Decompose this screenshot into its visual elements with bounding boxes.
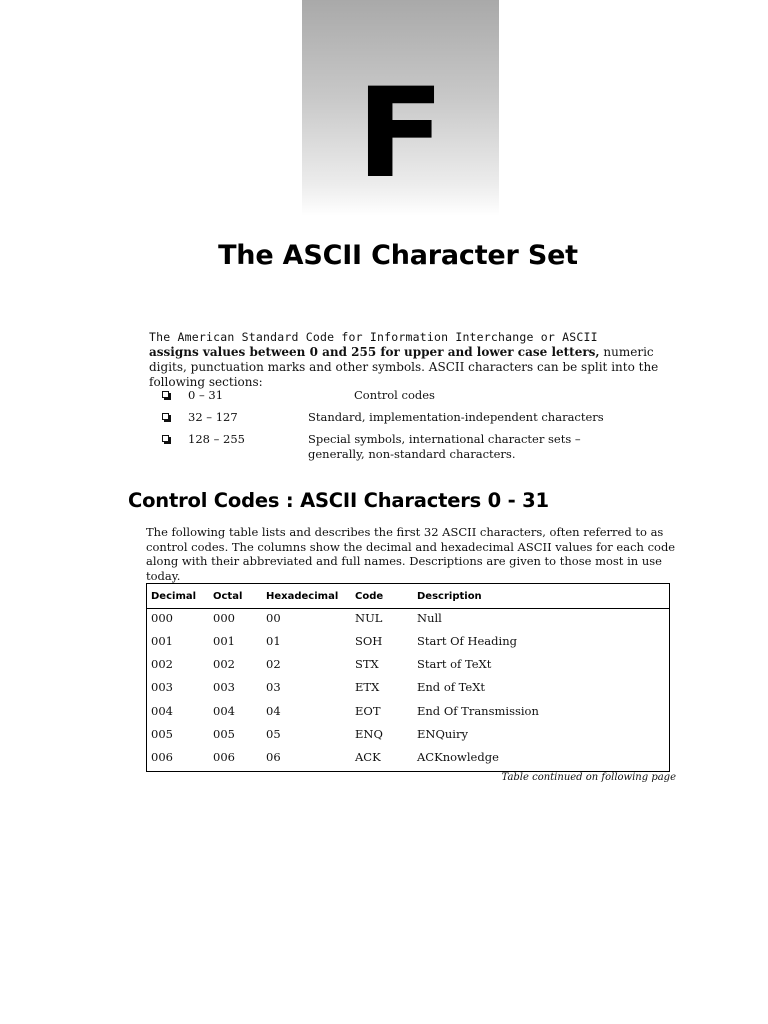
cell-decimal: 005 [151, 727, 173, 741]
checkbox-bullet-icon [162, 413, 169, 420]
cell-octal: 003 [213, 680, 235, 694]
chapter-banner [302, 0, 499, 216]
cell-hex: 00 [266, 611, 281, 625]
intro-paragraph [149, 330, 669, 390]
cell-decimal: 006 [151, 750, 173, 764]
intro-bold-text: assigns values between 0 and 255 for upper and lower case letters, [149, 345, 600, 359]
cell-decimal: 002 [151, 657, 173, 671]
cell-description: End of TeXt [417, 680, 486, 694]
table-row [147, 609, 669, 632]
table-header [147, 584, 669, 609]
header-decimal: Decimal [151, 591, 197, 602]
checkbox-bullet-icon [162, 391, 169, 398]
header-code: Code [355, 591, 384, 602]
cell-description: Null [417, 611, 442, 625]
cell-description: End Of Transmission [417, 704, 539, 718]
section-heading: Control Codes : ASCII Characters 0 - 31 [128, 489, 549, 512]
section-description: Special symbols, international character sets – generally, non-standard characters. [308, 432, 581, 461]
cell-decimal: 001 [151, 634, 173, 648]
table-row [147, 725, 669, 748]
cell-octal: 004 [213, 704, 235, 718]
cell-code: ENQ [355, 727, 383, 741]
cell-code: EOT [355, 704, 381, 718]
section-description: Control codes [354, 388, 435, 402]
cell-code: NUL [355, 611, 383, 625]
cell-description: ACKnowledge [417, 750, 499, 764]
cell-hex: 06 [266, 750, 281, 764]
intro-rest-text: numeric digits, punctuation marks and other symbols. ASCII characters can be split into the following sections: [149, 345, 659, 389]
section-description: Standard, implementation-independent characters [308, 410, 604, 424]
cell-decimal: 004 [151, 704, 173, 718]
section-range: 128 – 255 [188, 432, 245, 446]
cell-code: STX [355, 657, 379, 671]
intro-body [149, 345, 669, 390]
cell-code: ACK [355, 750, 381, 764]
cell-code: ETX [355, 680, 380, 694]
cell-octal: 002 [213, 657, 235, 671]
cell-hex: 05 [266, 727, 281, 741]
control-codes-table [146, 583, 670, 772]
section-range: 0 – 31 [188, 388, 224, 402]
cell-hex: 02 [266, 657, 281, 671]
cell-hex: 01 [266, 634, 281, 648]
cell-hex: 04 [266, 704, 281, 718]
table-row [147, 748, 669, 771]
cell-description: Start of TeXt [417, 657, 492, 671]
cell-hex: 03 [266, 680, 281, 694]
section-range: 32 – 127 [188, 410, 238, 424]
cell-octal: 001 [213, 634, 235, 648]
cell-octal: 005 [213, 727, 235, 741]
table-continued-note: Table continued on following page [501, 772, 676, 783]
table-row [147, 702, 669, 725]
cell-octal: 006 [213, 750, 235, 764]
cell-octal: 000 [213, 611, 235, 625]
control-paragraph: The following table lists and describes the first 32 ASCII characters, often referred to as control codes. The columns show the decimal and hexadecimal ASCII values for each code along with their abbreviated and full names. Descriptions are given to those most in use today. [146, 525, 676, 583]
cell-description: Start Of Heading [417, 634, 517, 648]
header-description: Description [417, 591, 482, 602]
cell-code: SOH [355, 634, 383, 648]
header-octal: Octal [213, 591, 243, 602]
table-row [147, 655, 669, 678]
table-row [147, 632, 669, 655]
intro-line-mono: The American Standard Code for Information Interchange or ASCII [149, 330, 598, 344]
page-title: The ASCII Character Set [218, 240, 578, 271]
cell-description: ENQuiry [417, 727, 468, 741]
cell-decimal: 003 [151, 680, 173, 694]
checkbox-bullet-icon [162, 435, 169, 442]
cell-decimal: 000 [151, 611, 173, 625]
chapter-letter: F [356, 62, 445, 206]
table-row [147, 678, 669, 701]
header-hexadecimal: Hexadecimal [266, 591, 339, 602]
